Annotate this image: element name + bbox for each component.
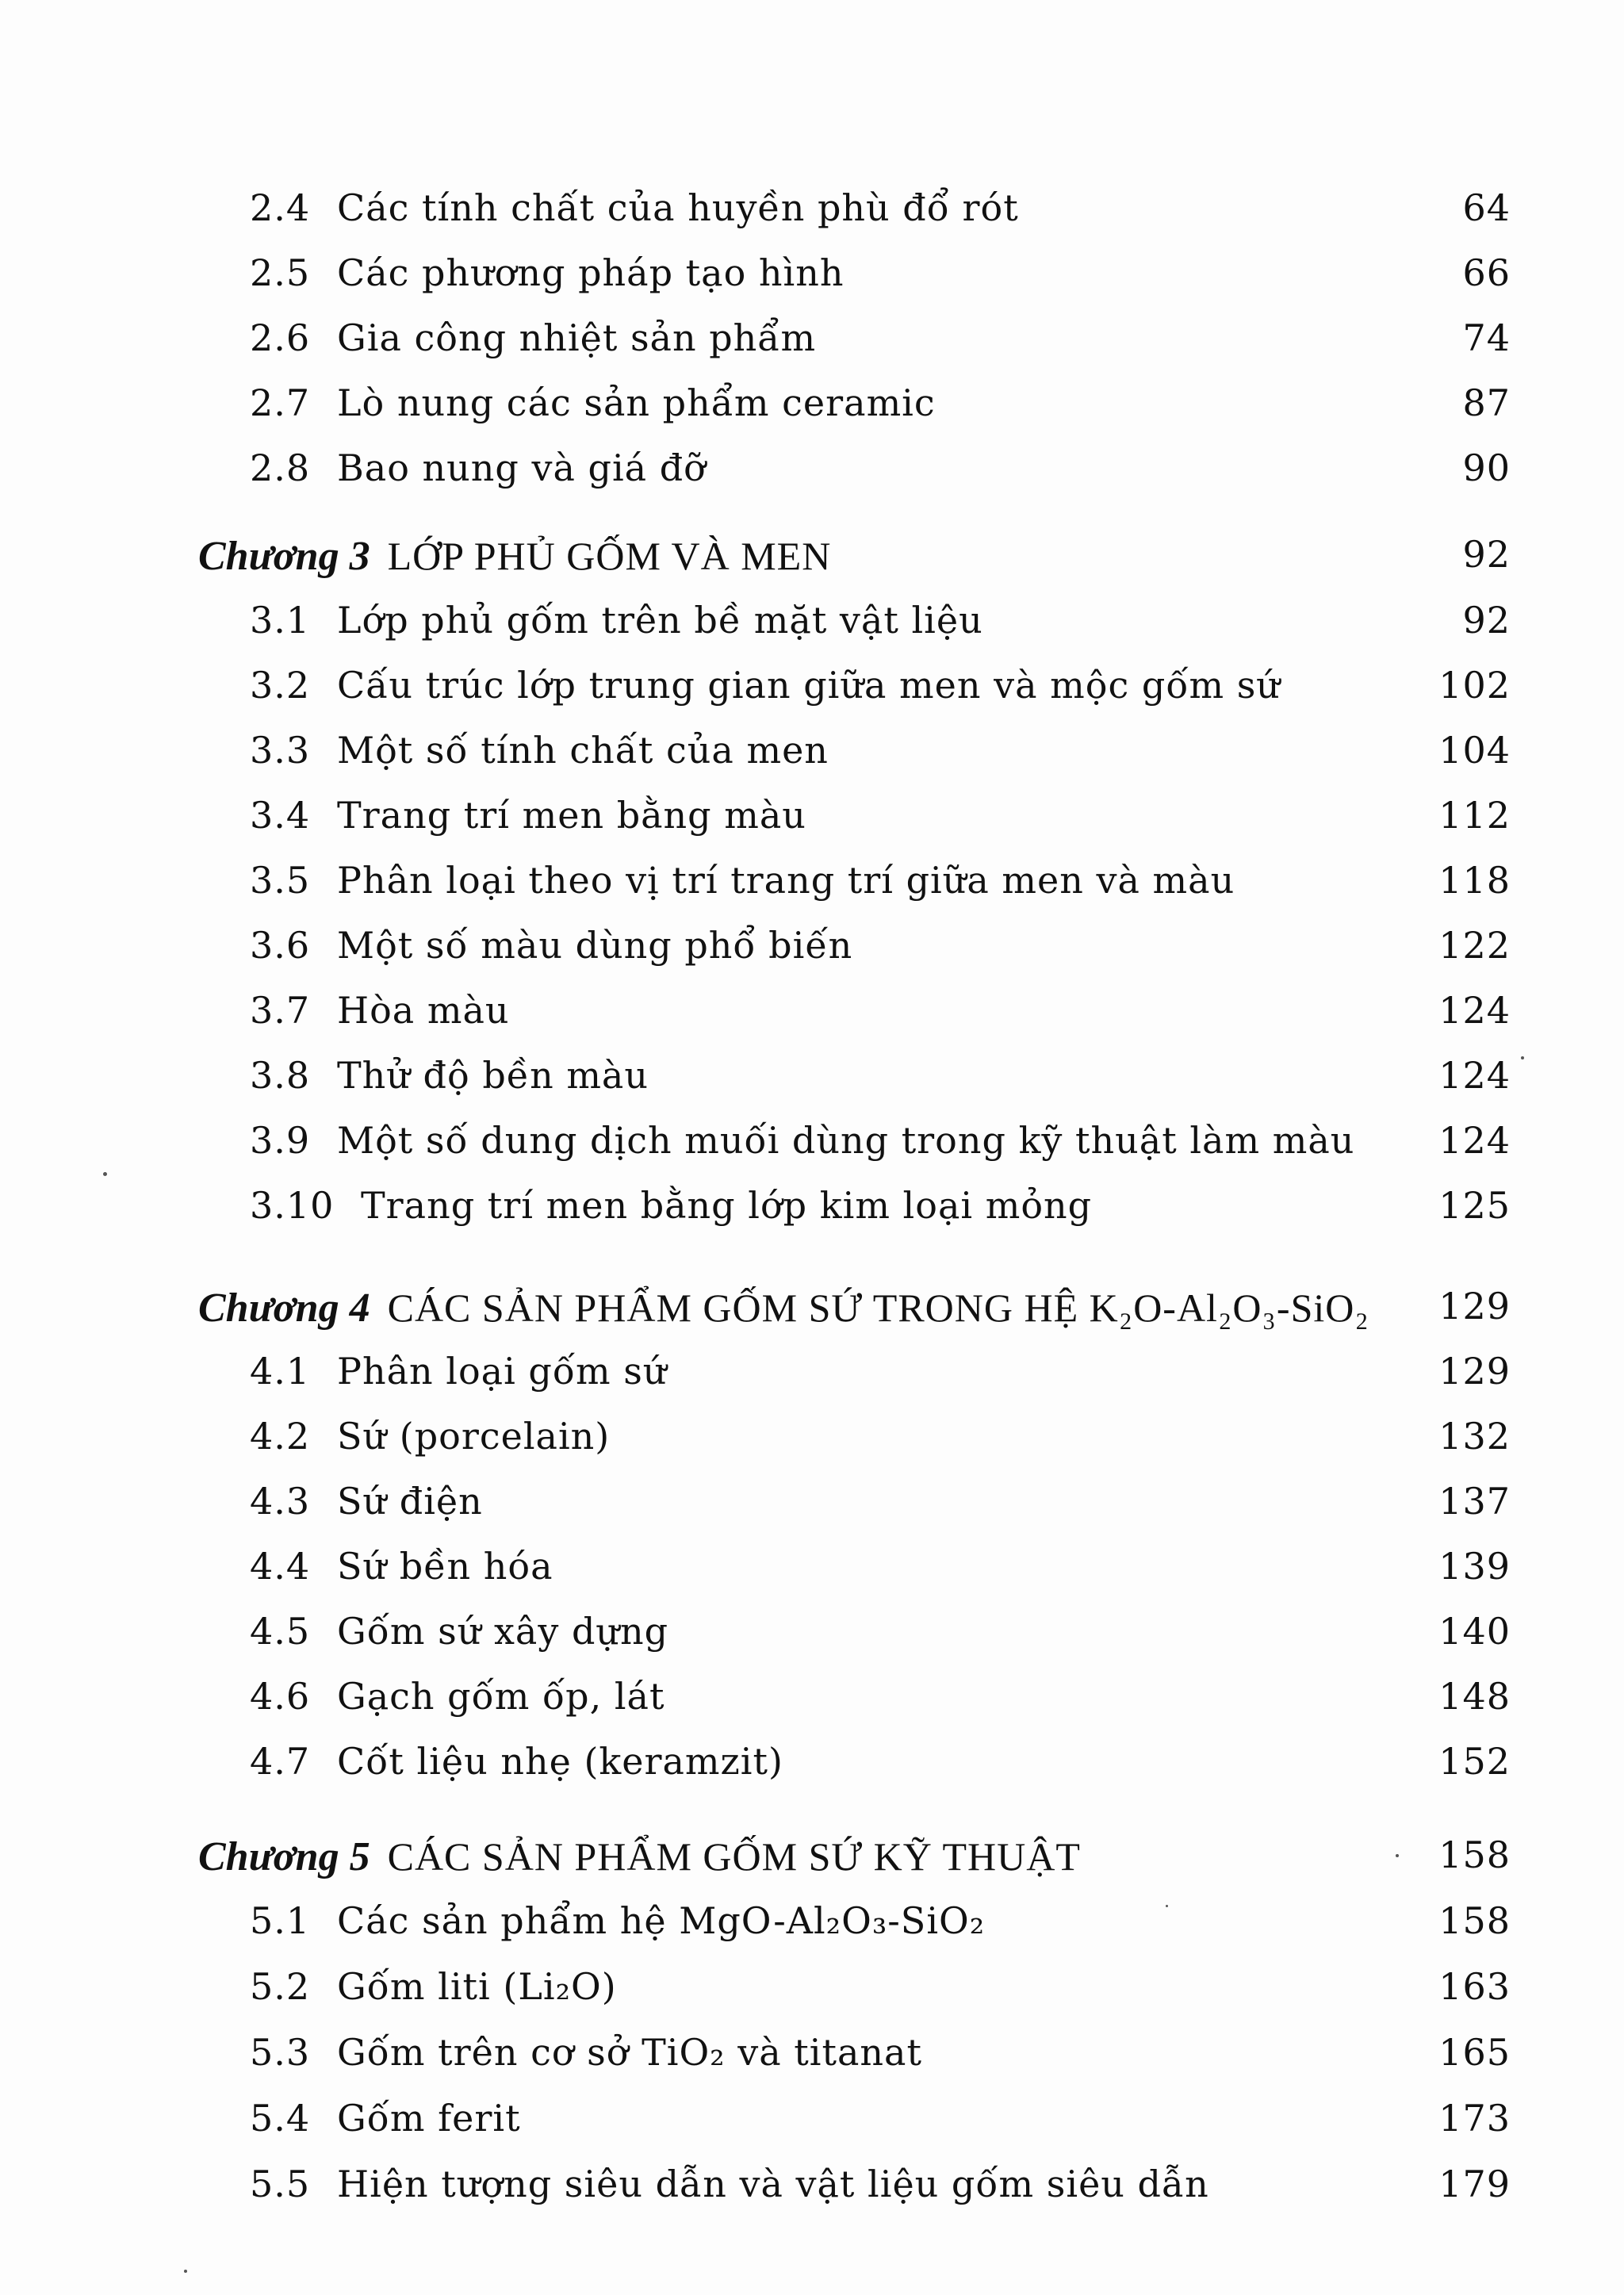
toc-entry[interactable] xyxy=(250,2097,1511,2144)
scan-speck xyxy=(1396,1854,1399,1857)
section-title: Sứ (porcelain) xyxy=(337,1415,611,1458)
toc-chapter-entry[interactable] xyxy=(198,533,1511,580)
section-number: 4.1 xyxy=(250,1350,311,1393)
toc-chapter-entry[interactable] xyxy=(198,1285,1511,1332)
toc-entry[interactable] xyxy=(250,1415,1511,1462)
section-number: 4.6 xyxy=(250,1675,311,1718)
section-number: 3.10 xyxy=(250,1184,335,1227)
toc-entry[interactable] xyxy=(250,1545,1511,1592)
section-number: 3.5 xyxy=(250,859,311,902)
page-number: 139 xyxy=(1438,1545,1511,1588)
section-title: Một số tính chất của men xyxy=(337,729,829,772)
section-title: Gia công nhiệt sản phẩm xyxy=(337,316,817,359)
toc-entry[interactable] xyxy=(250,1480,1511,1527)
toc-entry[interactable] xyxy=(250,1119,1511,1167)
section-number: 5.5 xyxy=(250,2163,311,2205)
page-number: 173 xyxy=(1438,2097,1511,2140)
chapter-title: CÁC SẢN PHẨM GỐM SỨ KỸ THUẬT xyxy=(387,1834,1081,1879)
page-number: 124 xyxy=(1438,1119,1511,1162)
page-number: 74 xyxy=(1462,316,1511,359)
section-title: Gạch gốm ốp, lát xyxy=(337,1675,665,1718)
page-number: 137 xyxy=(1438,1480,1511,1523)
page-number: 140 xyxy=(1438,1610,1511,1653)
page-number: 158 xyxy=(1438,1899,1511,1942)
toc-entry[interactable] xyxy=(250,1965,1511,2013)
section-number: 2.5 xyxy=(250,251,311,294)
section-title: Gốm ferit xyxy=(337,2097,521,2140)
toc-entry[interactable] xyxy=(250,381,1511,429)
chapter-title: LỚP PHỦ GỐM VÀ MEN xyxy=(387,534,832,578)
section-number: 3.8 xyxy=(250,1054,311,1097)
toc-entry[interactable] xyxy=(250,989,1511,1036)
toc-entry[interactable] xyxy=(250,1899,1511,1947)
toc-entry[interactable] xyxy=(250,924,1511,971)
section-title: Cấu trúc lớp trung gian giữa men và mộc gốm sứ xyxy=(337,664,1281,707)
section-title: Bao nung và giá đỡ xyxy=(337,446,707,489)
chapter-title: CÁC SẢN PHẨM GỐM SỨ TRONG HỆ K₂O-Al₂O₃-SiO₂ xyxy=(387,1285,1369,1330)
section-number: 2.6 xyxy=(250,316,311,359)
section-title: Gốm liti (Li₂O) xyxy=(337,1965,617,2008)
page-number: 129 xyxy=(1438,1350,1511,1393)
chapter-label: Chương 3 xyxy=(198,534,370,579)
section-number: 4.5 xyxy=(250,1610,311,1653)
section-title: Phân loại theo vị trí trang trí giữa men và màu xyxy=(337,859,1235,902)
toc-entry[interactable] xyxy=(250,729,1511,776)
page-number: 163 xyxy=(1438,1965,1511,2008)
page-number: 118 xyxy=(1438,859,1511,902)
page-number: 122 xyxy=(1438,924,1511,967)
page-number: 92 xyxy=(1462,533,1511,576)
section-title: Hiện tượng siêu dẫn và vật liệu gốm siêu dẫn xyxy=(337,2163,1209,2205)
page-number: 148 xyxy=(1438,1675,1511,1718)
toc-entry[interactable] xyxy=(250,251,1511,299)
section-title: Sứ điện xyxy=(337,1480,483,1523)
section-number: 3.4 xyxy=(250,794,311,837)
section-title: Sứ bền hóa xyxy=(337,1545,553,1588)
page-number: 104 xyxy=(1438,729,1511,772)
section-number: 2.7 xyxy=(250,381,311,424)
section-title: Thử độ bền màu xyxy=(337,1054,649,1097)
section-number: 4.7 xyxy=(250,1740,311,1783)
page-number: 90 xyxy=(1462,446,1511,489)
section-title: Các tính chất của huyền phù đổ rót xyxy=(337,186,1019,229)
toc-entry[interactable] xyxy=(250,599,1511,646)
section-title: Trang trí men bằng lớp kim loại mỏng xyxy=(361,1184,1093,1227)
section-number: 2.4 xyxy=(250,186,311,229)
toc-entry[interactable] xyxy=(250,1350,1511,1397)
section-title: Phân loại gốm sứ xyxy=(337,1350,668,1393)
section-title: Lò nung các sản phẩm ceramic xyxy=(337,381,936,424)
page-number: 179 xyxy=(1438,2163,1511,2205)
section-number: 5.4 xyxy=(250,2097,311,2140)
section-number: 5.1 xyxy=(250,1899,311,1942)
section-title: Gốm sứ xây dựng xyxy=(337,1610,669,1653)
toc-entry[interactable] xyxy=(250,316,1511,364)
section-title: Hòa màu xyxy=(337,989,510,1032)
page-number: 92 xyxy=(1462,599,1511,642)
page-number: 87 xyxy=(1462,381,1511,424)
page-number: 102 xyxy=(1438,664,1511,707)
section-number: 5.2 xyxy=(250,1965,311,2008)
page-number: 165 xyxy=(1438,2031,1511,2074)
section-title: Gốm trên cơ sở TiO₂ và titanat xyxy=(337,2031,922,2074)
page-number: 158 xyxy=(1438,1833,1511,1876)
section-number: 3.6 xyxy=(250,924,311,967)
scan-speck xyxy=(184,2270,187,2273)
toc-entry[interactable] xyxy=(250,446,1511,494)
toc-entry[interactable] xyxy=(250,1184,1511,1232)
page-number: 124 xyxy=(1438,1054,1511,1097)
page-number: 152 xyxy=(1438,1740,1511,1783)
section-title: Một số màu dùng phổ biến xyxy=(337,924,853,967)
toc-entry[interactable] xyxy=(250,1675,1511,1722)
section-number: 3.3 xyxy=(250,729,311,772)
page-number: 112 xyxy=(1438,794,1511,837)
chapter-label: Chương 4 xyxy=(198,1285,370,1331)
section-title: Một số dung dịch muối dùng trong kỹ thuật làm màu xyxy=(337,1119,1355,1162)
chapter-label: Chương 5 xyxy=(198,1834,370,1879)
toc-entry[interactable] xyxy=(250,859,1511,906)
page-number: 125 xyxy=(1438,1184,1511,1227)
toc-entry[interactable] xyxy=(250,186,1511,234)
section-title: Cốt liệu nhẹ (keramzit) xyxy=(337,1740,783,1783)
page-number: 132 xyxy=(1438,1415,1511,1458)
section-number: 3.9 xyxy=(250,1119,311,1162)
section-title: Các phương pháp tạo hình xyxy=(337,251,845,294)
toc-entry[interactable] xyxy=(250,2163,1511,2210)
page-number: 66 xyxy=(1462,251,1511,294)
toc-entry[interactable] xyxy=(250,2031,1511,2079)
scan-speck xyxy=(1521,1056,1524,1059)
toc-chapter-entry[interactable] xyxy=(198,1833,1511,1881)
toc-entry[interactable] xyxy=(250,1054,1511,1102)
section-number: 2.8 xyxy=(250,446,311,489)
section-title: Trang trí men bằng màu xyxy=(337,794,806,837)
toc-entry[interactable] xyxy=(250,1740,1511,1787)
page-number: 64 xyxy=(1462,186,1511,229)
section-number: 3.1 xyxy=(250,599,311,642)
section-number: 4.3 xyxy=(250,1480,311,1523)
toc-entry[interactable] xyxy=(250,1610,1511,1657)
section-number: 3.7 xyxy=(250,989,311,1032)
toc-entry[interactable] xyxy=(250,664,1511,711)
section-title: Các sản phẩm hệ MgO-Al₂O₃-SiO₂ xyxy=(337,1899,986,1942)
section-title: Lớp phủ gốm trên bề mặt vật liệu xyxy=(337,599,983,642)
scan-speck xyxy=(1166,1905,1168,1907)
section-number: 3.2 xyxy=(250,664,311,707)
scan-speck xyxy=(103,1172,107,1176)
section-number: 4.2 xyxy=(250,1415,311,1458)
section-number: 4.4 xyxy=(250,1545,311,1588)
section-number: 5.3 xyxy=(250,2031,311,2074)
page-number: 129 xyxy=(1438,1285,1511,1328)
toc-entry[interactable] xyxy=(250,794,1511,841)
page-number: 124 xyxy=(1438,989,1511,1032)
